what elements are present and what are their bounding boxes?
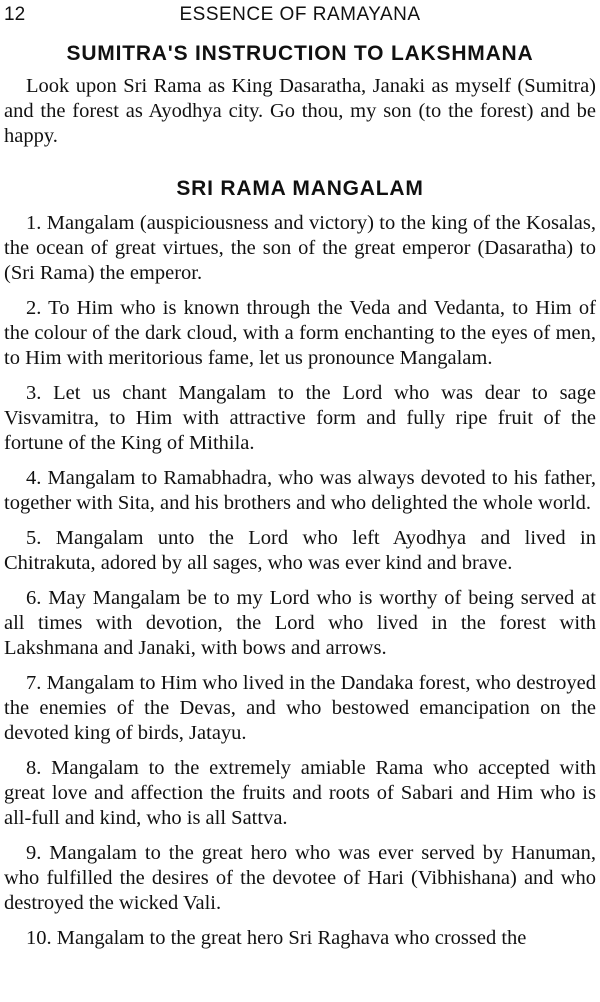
verse-9: 9. Mangalam to the great hero who was ever served by Hanuman, who fulfilled the desires of the devotee of Hari (Vibhishana) and who destroyed the wicked Vali. [4,842,596,914]
verse-6: 6. May Mangalam be to my Lord who is worthy of being served at all times with devotion, the Lord who lived in the forest with Lakshmana and Janaki, with bows and arrows. [4,587,596,659]
verse-10: 10. Mangalam to the great hero Sri Raghava who crossed the [26,927,527,949]
page-number: 12 [4,4,26,25]
verse-1: 1. Mangalam (auspiciousness and victory) to the king of the Kosalas, the ocean of great virtues, the son of the great emperor (Dasaratha) to (Sri Rama) the emperor. [4,212,596,284]
verse-2: 2. To Him who is known through the Veda and Vedanta, to Him of the colour of the dark cloud, with a form enchanting to the eyes of men, to Him with meritorious fame, let us pronounce Mangalam. [4,297,596,369]
verse-5: 5. Mangalam unto the Lord who left Ayodhya and lived in Chitrakuta, adored by all sages, who was ever kind and brave. [4,527,596,574]
verse-3: 3. Let us chant Mangalam to the Lord who was dear to sage Visvamitra, to Him with attractive form and fully ripe fruit of the fortune of the King of Mithila. [4,382,596,454]
verse-8: 8. Mangalam to the extremely amiable Rama who accepted with great love and affection the fruits and roots of Sabari and Him who is all-full and kind, who is all Sattva. [4,757,596,829]
section-title-sumitra: SUMITRA'S INSTRUCTION TO LAKSHMANA [66,42,534,65]
verse-4: 4. Mangalam to Ramabhadra, who was always devoted to his father, together with Sita, and his brothers and who delighted the whole world. [4,467,596,514]
book-title: ESSENCE OF RAMAYANA [179,4,421,25]
page-content [4,40,596,951]
sumitra-instruction-text: Look upon Sri Rama as King Dasaratha, Janaki as myself (Sumitra) and the forest as Ayodhya city. Go thou, my son (to the forest) and be happy. [4,75,596,147]
verse-7: 7. Mangalam to Him who lived in the Dandaka forest, who destroyed the enemies of the Devas, and who bestowed emancipation on the devoted king of birds, Jatayu. [4,672,596,744]
section-title-mangalam: SRI RAMA MANGALAM [176,177,424,200]
running-head [4,2,596,28]
